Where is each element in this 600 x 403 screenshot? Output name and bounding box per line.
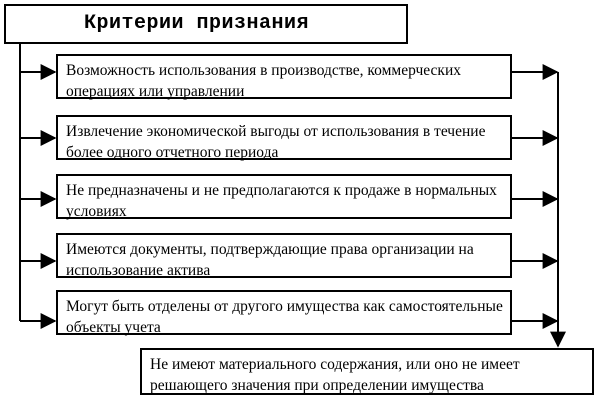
criterion-box-4: Имеются документы, подтверждающие права организации на использование актива	[56, 233, 512, 278]
criterion-box-3: Не предназначены и не предполагаются к продаже в нормальных условиях	[56, 174, 512, 219]
criterion-box-1: Возможность использования в производстве, коммерческих операциях или управлении	[56, 54, 512, 99]
result-box: Не имеют материального содержания, или оно не имеет решающего значения при определении имущества	[140, 348, 594, 395]
criterion-box-5: Могут быть отделены от другого имущества как самостоятельные объекты учета	[56, 290, 512, 335]
criterion-box-2: Извлечение экономической выгоды от использования в течение более одного отчетного периода	[56, 115, 512, 160]
diagram-title: Критерии признания	[4, 4, 408, 44]
